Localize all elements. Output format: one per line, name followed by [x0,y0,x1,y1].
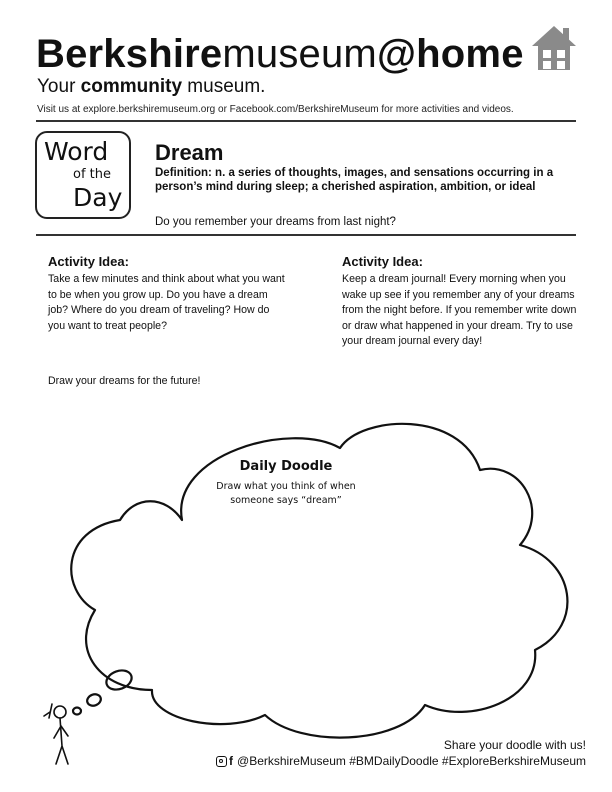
activity-1-heading: Activity Idea: [48,254,129,269]
badge-line-day: Day [73,183,123,212]
social-handles [216,754,586,768]
word-definition: Definition: n. a series of thoughts, images, and sensations occurring in a person’s mind during sleep; a cherished aspiration, ambition, or ideal [155,167,554,193]
activity-1-body: Take a few minutes and think about what you want to be when you grow up. Do you have a dream job? Where do you dream of traveling? How do you want to treat people? [48,273,285,332]
brand-part-home: @home [376,32,524,76]
social-text: @BerkshireMuseum #BMDailyDoodle #ExploreBerkshireMuseum [237,754,586,768]
brand-part-berkshire: Berkshire [36,32,223,76]
badge-line-of-the: of the [73,167,111,182]
stick-figure-illustration [44,704,68,764]
thought-bubble-small [73,708,81,715]
tagline-suffix: museum. [182,76,266,97]
facebook-icon: f [229,754,234,768]
word-title: Dream [155,140,224,165]
thought-bubble-large [104,667,135,693]
doodle-prompt: Draw what you think of when someone says “dream” [216,481,356,506]
badge-line-word: Word [44,137,109,166]
thought-bubble-medium [86,692,103,707]
doodle-title: Daily Doodle [239,459,333,474]
activity-2-body: Keep a dream journal! Every morning when you wake up see if you remember any of your dreams from the night before. If you remember write down or draw what happened in your dream. Try to use your dream journal every day! [342,273,577,348]
tagline-bold: community [80,76,183,97]
instagram-icon [216,756,227,767]
share-text: Share your doodle with us! [443,738,586,752]
word-question: Do you remember your dreams from last night? [155,216,396,228]
tagline-prefix: Your [37,76,81,97]
visit-info: Visit us at explore.berkshiremuseum.org or Facebook.com/BerkshireMuseum for more activities and videos. [37,104,514,115]
brand-part-museum: museum [222,32,377,76]
activity-1-extra: Draw your dreams for the future! [48,375,201,387]
activity-2-heading: Activity Idea: [342,254,423,269]
